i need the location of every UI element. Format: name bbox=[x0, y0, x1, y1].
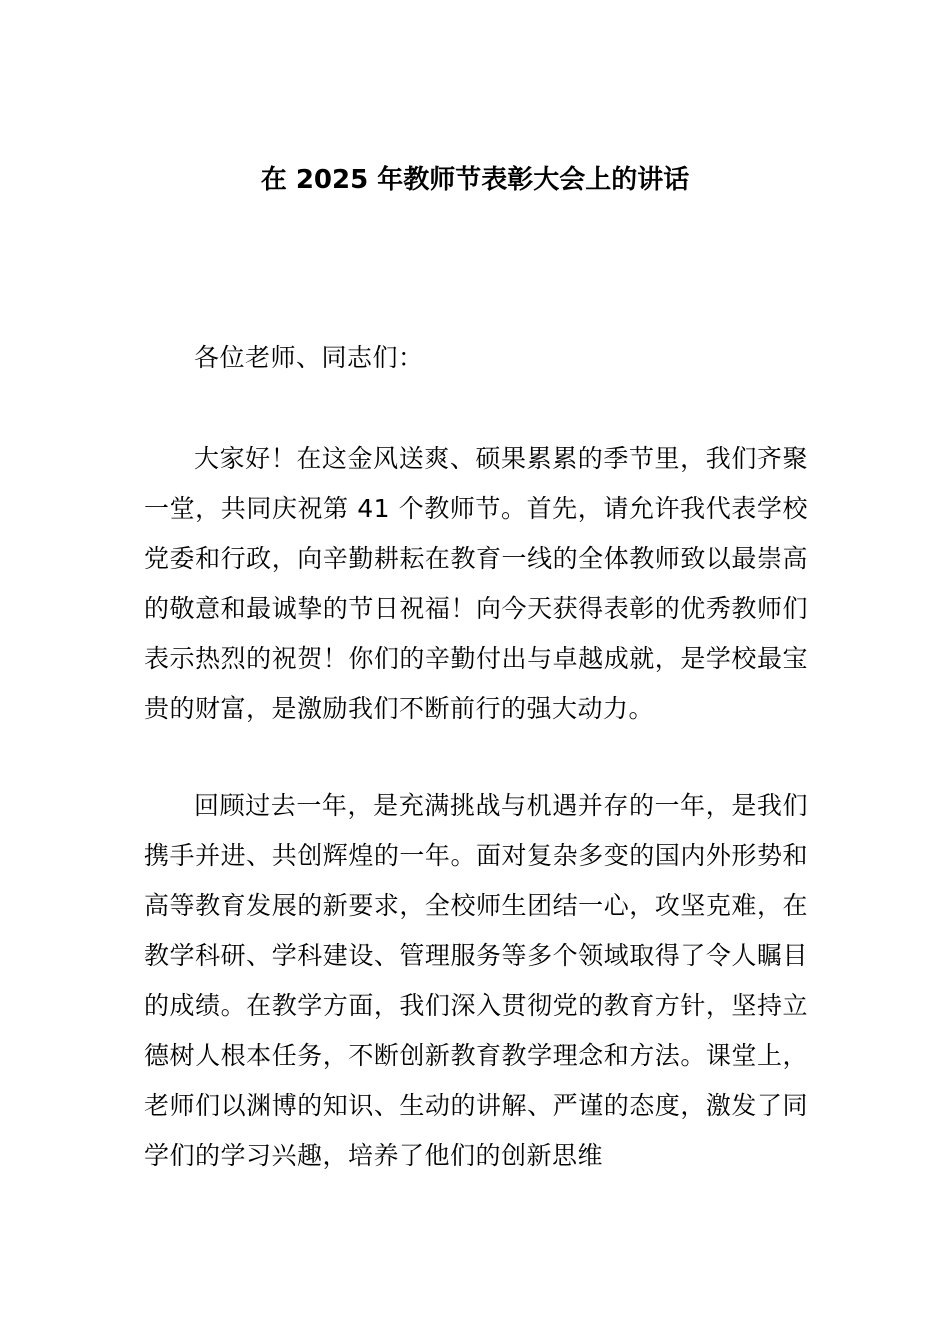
paragraph-2: 回顾过去一年，是充满挑战与机遇并存的一年，是我们携手并进、共创辉煌的一年。面对复杂多变的国内外形势和高等教育发展的新要求，全校师生团结一心，攻坚克难，在教学科研、学科建设、管理服务等多个领域取得了令人瞩目的成绩。在教学方面，我们深入贯彻党的教育方针，坚持立德树人根本任务，不断创新教育教学理念和方法。课堂上，老师们以渊博的知识、生动的讲解、严谨的态度，激发了同学们的学习兴趣，培养了他们的创新思维 bbox=[144, 791, 808, 1170]
salutation-block bbox=[144, 333, 808, 383]
paragraph-block-1 bbox=[144, 434, 808, 734]
paragraph-1: 大家好！在这金风送爽、硕果累累的季节里，我们齐聚一堂，共同庆祝第 41 个教师节。首先，请允许我代表学校党委和行政，向辛勤耕耘在教育一线的全体教师致以最崇高的敬意和最诚挚的节日祝福！向今天获得表彰的优秀教师们表示热烈的祝贺！你们的辛勤付出与卓越成就，是学校最宝贵的财富，是激励我们不断前行的强大动力。 bbox=[144, 444, 808, 723]
paragraph-block-2 bbox=[144, 781, 808, 1181]
document-title: 在 2025 年教师节表彰大会上的讲话 bbox=[260, 165, 690, 195]
salutation: 各位老师、同志们： bbox=[194, 343, 424, 372]
